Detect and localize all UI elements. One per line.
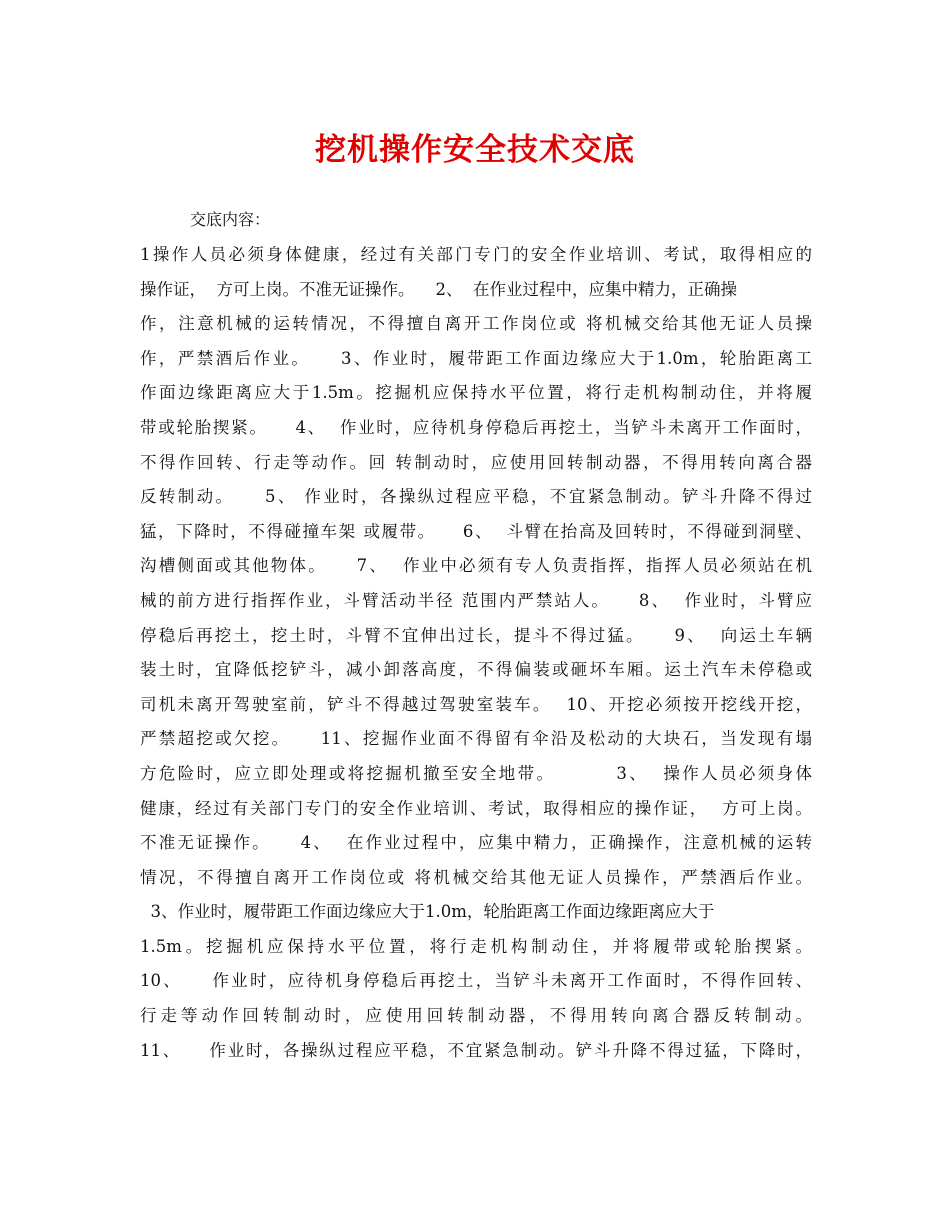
intro-label: 交底内容： (190, 210, 271, 229)
body-line: 方危险时，应立即处理或将挖掘机撤至安全地带。 3、 操作人员必须身体 (140, 763, 812, 783)
body-line: 不得作回转、行走等动作。回 转制动时，应使用回转制动器，不得用转向离合器 (140, 452, 812, 472)
body-line: 不准无证操作。 4、 在作业过程中，应集中精力，正确操作，注意机械的运转 (140, 833, 812, 853)
body-line: 沟槽侧面或其他物体。 7、 作业中必须有专人负责指挥，指挥人员必须站在机 (140, 556, 812, 576)
body-line: 装土时，宜降低挖铲斗，减小卸落高度，不得偏装或砸坏车厢。运土汽车未停稳或 (140, 660, 812, 680)
body-line: 反转制动。 5、 作业时，各操纵过程应平稳，不宜紧急制动。铲斗升降不得过 (140, 487, 812, 507)
body-line: 带或轮胎揳紧。 4、 作业时，应待机身停稳后再挖土，当铲斗未离开工作面时， (140, 417, 812, 437)
body-line: 操作证， 方可上岗。不准无证操作。 2、 在作业过程中，应集中精力，正确操 (140, 279, 737, 299)
body-line: 3、作业时，履带距工作面边缘应大于1.0m，轮胎距离工作面边缘距离应大于 (140, 902, 715, 922)
body-line: 1操作人员必须身体健康，经过有关部门专门的安全作业培训、考试，取得相应的 (140, 245, 812, 264)
document-body (140, 238, 812, 1068)
body-line: 情况，不得擅自离开工作岗位或 将机械交给其他无证人员操作，严禁酒后作业。 (140, 867, 812, 887)
body-line: 11、 作业时，各操纵过程应平稳，不宜紧急制动。铲斗升降不得过猛，下降时， (140, 1040, 812, 1060)
body-line: 1.5m。挖掘机应保持水平位置，将行走机构制动住，并将履带或轮胎揳紧。 (140, 936, 812, 956)
body-line: 停稳后再挖土，挖土时，斗臂不宜伸出过长，提斗不得过猛。 9、 向运土车辆 (140, 625, 812, 645)
body-line: 10、 作业时，应待机身停稳后再挖土，当铲斗未离开工作面时，不得作回转、 (140, 971, 812, 991)
body-line: 猛，下降时，不得碰撞车架 或履带。 6、 斗臂在抬高及回转时，不得碰到洞壁、 (140, 521, 812, 541)
body-line: 械的前方进行指挥作业，斗臂活动半径 范围内严禁站人。 8、 作业时，斗臂应 (140, 590, 812, 610)
body-line: 司机未离开驾驶室前，铲斗不得越过驾驶室装车。 10、开挖必须按开挖线开挖， (140, 694, 812, 714)
body-line: 健康，经过有关部门专门的安全作业培训、考试，取得相应的操作证， 方可上岗。 (140, 798, 812, 818)
body-line: 作，注意机械的运转情况，不得擅自离开工作岗位或 将机械交给其他无证人员操 (140, 314, 812, 334)
body-line: 作，严禁酒后作业。 3、作业时，履带距工作面边缘应大于1.0m，轮胎距离工 (140, 348, 812, 368)
body-line: 严禁超挖或欠挖。 11、挖掘作业面不得留有伞沿及松动的大块石，当发现有塌 (140, 729, 812, 749)
document-title: 挖机操作安全技术交底 (315, 132, 635, 168)
body-line: 作面边缘距离应大于1.5m。挖掘机应保持水平位置，将行走机构制动住，并将履 (140, 383, 812, 403)
body-line: 行走等动作回转制动时，应使用回转制动器，不得用转向离合器反转制动。 (140, 1006, 812, 1026)
